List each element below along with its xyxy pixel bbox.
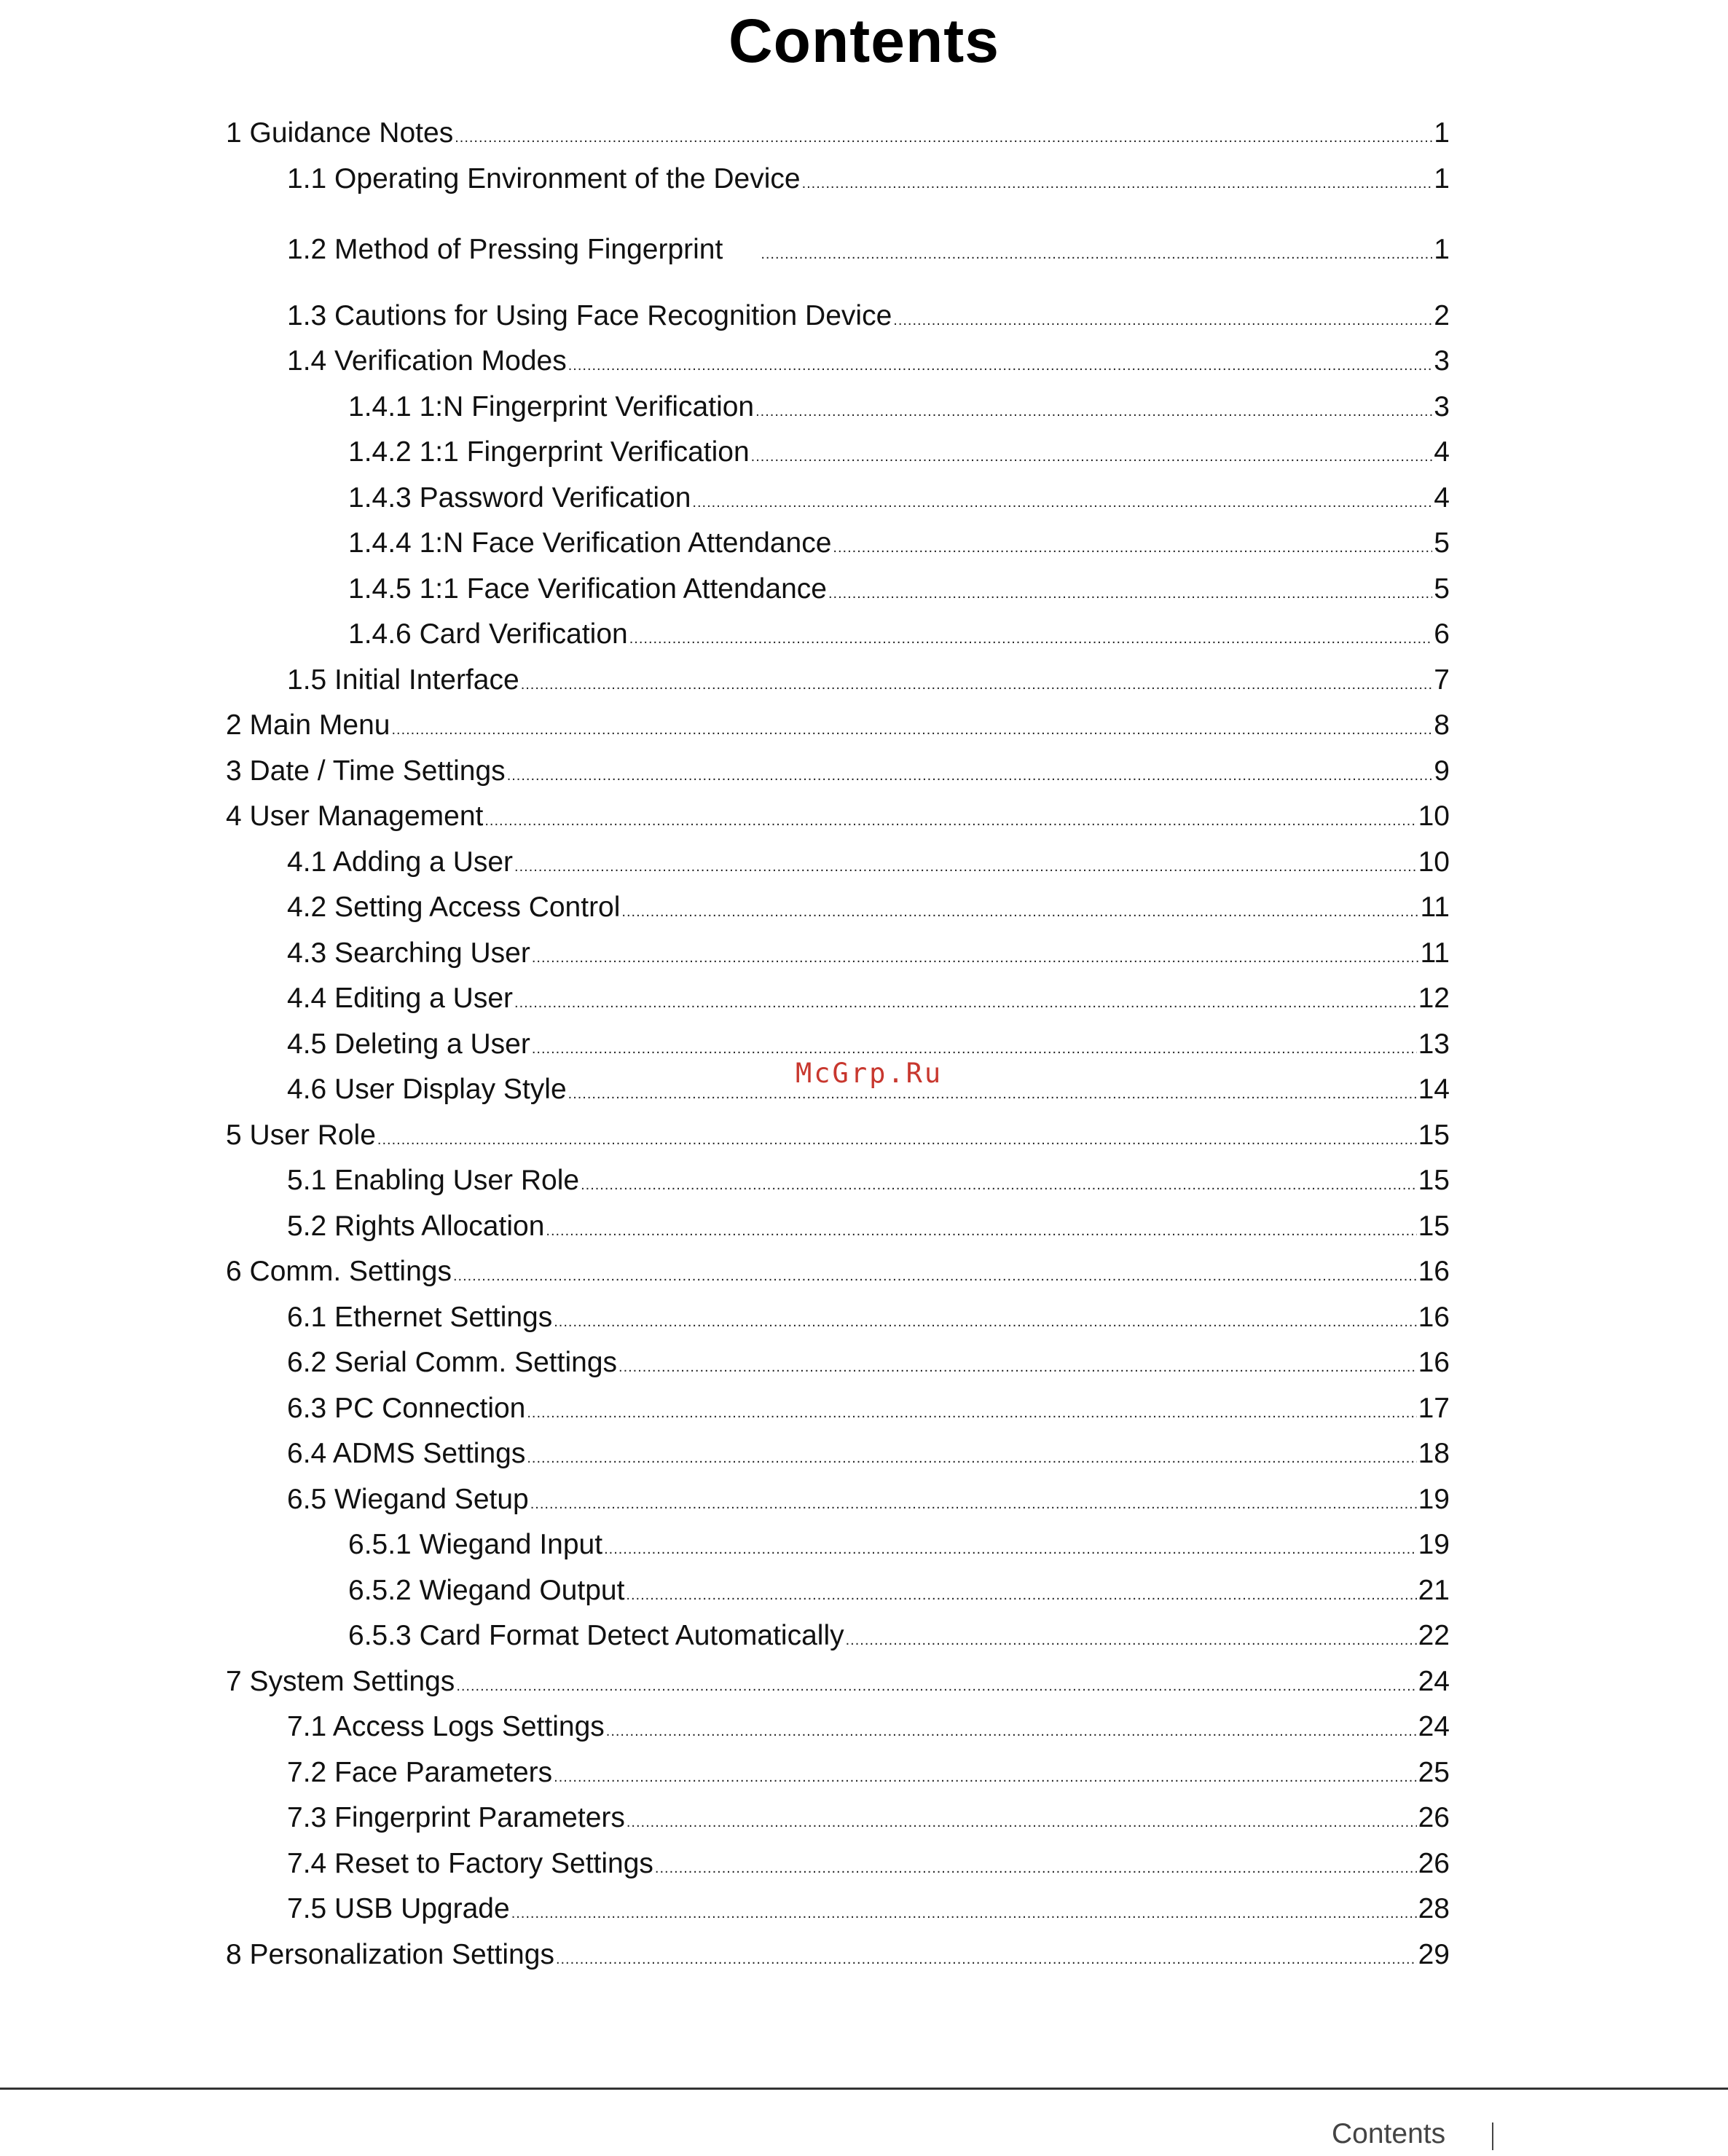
toc-dot-leader [511, 1891, 1417, 1936]
toc-entry-page: 12 [1418, 983, 1450, 1014]
toc-dot-leader [556, 1937, 1417, 1982]
toc-dot-leader [618, 1345, 1417, 1390]
toc-dot-leader [546, 1208, 1416, 1254]
toc-entry-title: 7.5 USB Upgrade [287, 1893, 510, 1924]
toc-entry[interactable] [226, 931, 1450, 976]
toc-dot-leader [554, 1299, 1416, 1345]
toc-entry-page: 8 [1434, 709, 1450, 741]
toc-entry-page: 26 [1418, 1847, 1450, 1879]
toc-dot-leader [514, 844, 1417, 889]
toc-dot-leader [484, 798, 1416, 843]
toc-dot-leader [377, 1117, 1417, 1162]
toc-entry[interactable] [226, 385, 1450, 430]
toc-entry-title: 7.1 Access Logs Settings [287, 1711, 605, 1742]
toc-entry[interactable] [226, 294, 1450, 339]
toc-entry-page: 18 [1418, 1438, 1450, 1469]
toc-dot-leader [802, 161, 1433, 206]
toc-entry-title: 7.3 Fingerprint Parameters [287, 1802, 625, 1833]
toc-entry[interactable] [226, 1613, 1450, 1659]
toc-entry-page: 17 [1418, 1392, 1450, 1424]
toc-dot-leader [568, 343, 1433, 388]
toc-entry[interactable] [226, 703, 1450, 748]
toc-entry[interactable] [226, 1886, 1450, 1932]
toc-dot-leader [655, 1846, 1417, 1891]
toc-dot-leader [761, 232, 1432, 277]
toc-entry[interactable] [226, 1795, 1450, 1841]
toc-entry[interactable] [226, 885, 1450, 930]
toc-entry[interactable] [226, 476, 1450, 521]
toc-entry[interactable] [226, 612, 1450, 657]
toc-dot-leader [456, 1664, 1416, 1709]
toc-entry-title: 1.4.6 Card Verification [348, 618, 628, 650]
toc-entry-title: 1.2 Method of Pressing Fingerprint [287, 234, 723, 265]
toc-entry[interactable] [226, 1340, 1450, 1385]
toc-entry-page: 19 [1418, 1483, 1450, 1515]
toc-dot-leader [527, 1436, 1416, 1481]
toc-entry[interactable] [226, 1704, 1450, 1750]
toc-entry-title: 2 Main Menu [226, 709, 390, 741]
toc-entry-page: 16 [1418, 1301, 1450, 1333]
toc-entry[interactable] [226, 1477, 1450, 1522]
toc-entry-title: 4.6 User Display Style [287, 1074, 567, 1105]
toc-dot-leader [692, 480, 1432, 525]
toc-dot-leader [893, 298, 1432, 343]
toc-entry[interactable] [226, 749, 1450, 794]
toc-entry-page: 1 [1434, 234, 1450, 265]
footer-divider-line [0, 2088, 1728, 2090]
toc-entry-page: 7 [1434, 664, 1450, 696]
toc-entry-title: 7.2 Face Parameters [287, 1756, 553, 1788]
toc-entry-page: 6 [1434, 618, 1450, 650]
toc-dot-leader [530, 1482, 1417, 1527]
toc-entry[interactable] [226, 1249, 1450, 1294]
toc-dot-leader [453, 1254, 1417, 1299]
toc-entry-page: 11 [1420, 892, 1450, 923]
toc-entry-page: 14 [1418, 1074, 1450, 1105]
toc-entry-title: 4 User Management [226, 800, 484, 832]
toc-entry-title: 4.5 Deleting a User [287, 1028, 530, 1060]
toc-entry[interactable] [226, 1431, 1450, 1476]
toc-entry-title: 5 User Role [226, 1119, 376, 1151]
toc-dot-leader [532, 1026, 1417, 1071]
toc-entry-page: 24 [1418, 1665, 1450, 1697]
toc-dot-leader [629, 616, 1433, 661]
toc-entry-title: 8 Personalization Settings [226, 1938, 554, 1970]
toc-entry[interactable] [226, 1841, 1450, 1886]
toc-entry-title: 6.5.2 Wiegand Output [348, 1574, 625, 1606]
toc-dot-leader [532, 935, 1419, 980]
toc-entry-title: 4.2 Setting Access Control [287, 892, 621, 923]
toc-entry[interactable] [226, 1659, 1450, 1704]
toc-dot-leader [621, 889, 1418, 935]
toc-entry-title: 6.5.3 Card Format Detect Automatically [348, 1620, 844, 1651]
toc-entry[interactable] [226, 1750, 1450, 1795]
toc-entry-page: 15 [1418, 1165, 1450, 1196]
toc-entry-page: 1 [1434, 117, 1450, 149]
toc-entry-page: 19 [1418, 1529, 1450, 1560]
toc-entry-title: 3 Date / Time Settings [226, 755, 506, 787]
toc-entry-title: 7.4 Reset to Factory Settings [287, 1847, 653, 1879]
toc-dot-leader [527, 1390, 1416, 1436]
toc-entry[interactable] [226, 658, 1450, 703]
toc-entry-page: 25 [1418, 1756, 1450, 1788]
toc-entry-title: 5.2 Rights Allocation [287, 1210, 545, 1242]
toc-dot-leader [455, 115, 1432, 160]
toc-entry-page: 29 [1418, 1938, 1450, 1970]
toc-entry-page: 10 [1418, 800, 1450, 832]
toc-entry[interactable] [226, 1113, 1450, 1158]
toc-entry-title: 6.1 Ethernet Settings [287, 1301, 553, 1333]
toc-entry[interactable] [226, 339, 1450, 384]
footer-label: Contents [1332, 2118, 1446, 2149]
toc-entry-title: 1.4.1 1:N Fingerprint Verification [348, 390, 755, 422]
toc-entry-title: 1.4 Verification Modes [287, 345, 567, 377]
toc-entry[interactable] [226, 840, 1450, 885]
toc-entry[interactable] [226, 1158, 1450, 1203]
toc-entry-page: 4 [1434, 481, 1450, 514]
toc-entry-page: 15 [1418, 1210, 1450, 1242]
toc-entry-page: 3 [1434, 390, 1450, 422]
toc-dot-leader [751, 434, 1433, 479]
toc-dot-leader [568, 1071, 1417, 1117]
toc-entry[interactable] [226, 111, 1450, 156]
toc-entry-title: 5.1 Enabling User Role [287, 1165, 580, 1196]
toc-entry[interactable] [226, 976, 1450, 1021]
toc-entry[interactable] [226, 1295, 1450, 1340]
toc-entry[interactable] [226, 794, 1450, 839]
toc-dot-leader [626, 1573, 1416, 1618]
toc-entry[interactable] [226, 157, 1450, 202]
toc-entry-page: 16 [1418, 1347, 1450, 1378]
toc-dot-leader [581, 1162, 1417, 1208]
toc-entry[interactable] [226, 430, 1450, 475]
toc-entry-page: 4 [1434, 436, 1450, 468]
toc-dot-leader [507, 753, 1433, 798]
toc-entry[interactable] [226, 1386, 1450, 1431]
toc-entry-page: 2 [1434, 299, 1450, 331]
toc-dot-leader [514, 980, 1417, 1026]
toc-dot-leader [833, 525, 1432, 570]
toc-entry-title: 4.4 Editing a User [287, 983, 514, 1014]
toc-dot-leader [391, 707, 1432, 752]
toc-entry-page: 11 [1420, 937, 1450, 969]
toc-entry-title: 4.3 Searching User [287, 937, 530, 969]
toc-dot-leader [604, 1527, 1417, 1572]
toc-entry-page: 24 [1418, 1711, 1450, 1742]
toc-entry-title: 6.5 Wiegand Setup [287, 1483, 529, 1515]
toc-entry-title: 1.4.3 Password Verification [348, 481, 691, 514]
toc-entry-title: 1.1 Operating Environment of the Device [287, 162, 801, 194]
toc-entry-page: 9 [1434, 755, 1450, 787]
toc-entry-title: 1.3 Cautions for Using Face Recognition Device [287, 299, 892, 331]
toc-entry-title: 1.4.5 1:1 Face Verification Attendance [348, 573, 827, 605]
toc-entry-title: 7 System Settings [226, 1665, 455, 1697]
toc-entry-page: 21 [1418, 1574, 1450, 1606]
toc-entry[interactable] [226, 567, 1450, 612]
toc-entry-title: 1.4.4 1:N Face Verification Attendance [348, 527, 832, 559]
toc-entry-title: 1.5 Initial Interface [287, 664, 519, 696]
toc-entry[interactable] [226, 1522, 1450, 1567]
toc-entry[interactable] [226, 521, 1450, 566]
toc-entry-title: 6.2 Serial Comm. Settings [287, 1347, 618, 1378]
toc-entry-page: 3 [1434, 345, 1450, 377]
toc-entry[interactable] [226, 1932, 1450, 1978]
toc-entry-title: 1.4.2 1:1 Fingerprint Verification [348, 436, 750, 468]
toc-entry-title: 6.5.1 Wiegand Input [348, 1529, 603, 1560]
toc-entry-page: 22 [1418, 1620, 1450, 1651]
toc-dot-leader [755, 389, 1432, 434]
toc-dot-leader [828, 571, 1432, 616]
toc-entry-page: 28 [1418, 1893, 1450, 1924]
toc-entry-page: 26 [1418, 1802, 1450, 1833]
toc-entry[interactable] [226, 1568, 1450, 1613]
toc-entry[interactable] [226, 227, 1450, 272]
page-title: Contents [728, 7, 1000, 75]
toc-entry[interactable] [226, 1204, 1450, 1249]
toc-entry-title: 6 Comm. Settings [226, 1256, 452, 1287]
footer-page-number [1492, 2122, 1493, 2150]
toc-entry-page: 5 [1434, 573, 1450, 605]
toc-entry-page: 10 [1418, 846, 1450, 878]
toc-entry-title: 6.4 ADMS Settings [287, 1438, 526, 1469]
toc-dot-leader [554, 1755, 1416, 1800]
watermark: McGrp.Ru [796, 1058, 943, 1089]
toc-entry-page: 16 [1418, 1256, 1450, 1287]
toc-dot-leader [521, 662, 1433, 707]
toc-entry-title: 1 Guidance Notes [226, 117, 454, 149]
toc-entry-title: 4.1 Adding a User [287, 846, 514, 878]
toc-entry-page: 1 [1434, 162, 1450, 194]
toc-entry-page: 13 [1418, 1028, 1450, 1060]
toc-dot-leader [627, 1800, 1417, 1845]
toc-entry-title: 6.3 PC Connection [287, 1392, 526, 1424]
toc-entry-page: 15 [1418, 1119, 1450, 1151]
toc-dot-leader [846, 1618, 1417, 1663]
toc-entry-page: 5 [1434, 527, 1450, 559]
toc-dot-leader [606, 1709, 1417, 1754]
